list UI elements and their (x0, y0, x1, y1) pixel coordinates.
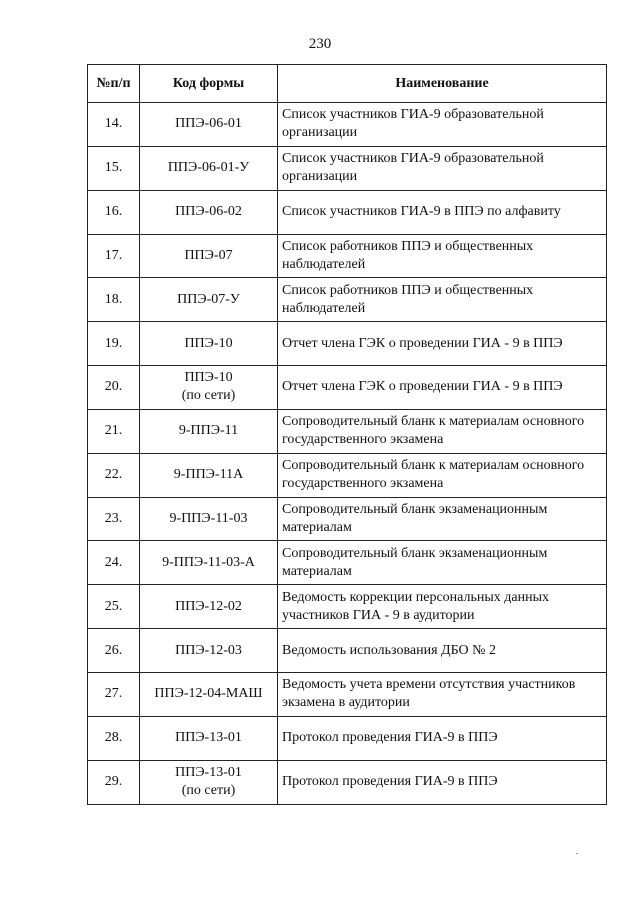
row-number: 24. (88, 541, 140, 585)
table-row (88, 585, 607, 629)
row-number: 25. (88, 585, 140, 629)
form-code-cell (140, 103, 278, 147)
form-code-cell (140, 278, 278, 322)
form-name: Ведомость коррекции персональных данных участников ГИА - 9 в аудитории (278, 585, 607, 629)
form-name: Сопроводительный бланк к материалам основного государственного экзамена (278, 453, 607, 497)
table-row (88, 409, 607, 453)
form-code-cell (140, 716, 278, 760)
form-code: 9-ППЭ-11 (178, 423, 239, 439)
row-number: 27. (88, 672, 140, 716)
row-number: 22. (88, 453, 140, 497)
form-code: ППЭ-06-01-У (167, 160, 250, 176)
form-code: 9-ППЭ-11-03-А (162, 554, 255, 570)
form-code: 9-ППЭ-11А (173, 467, 244, 483)
table-row (88, 672, 607, 716)
row-number: 29. (88, 760, 140, 804)
form-code-cell (140, 760, 278, 804)
forms-table (87, 64, 607, 805)
form-name: Отчет члена ГЭК о проведении ГИА - 9 в ППЭ (278, 322, 607, 366)
form-name: Список участников ГИА-9 образовательной организации (278, 103, 607, 147)
row-number: 19. (88, 322, 140, 366)
form-code: ППЭ-12-02 (175, 598, 242, 614)
row-number: 18. (88, 278, 140, 322)
form-code: 9-ППЭ-11-03 (169, 511, 248, 527)
table-row (88, 234, 607, 278)
form-code: ППЭ-13-01 (175, 765, 242, 781)
form-code-cell (140, 366, 278, 410)
form-name: Протокол проведения ГИА-9 в ППЭ (278, 716, 607, 760)
column-header-code: Код формы (140, 65, 278, 103)
table-row (88, 146, 607, 190)
row-number: 15. (88, 146, 140, 190)
table-row (88, 278, 607, 322)
column-header-name: Наименование (278, 65, 607, 103)
table-row (88, 716, 607, 760)
table-row (88, 760, 607, 804)
form-name: Ведомость учета времени отсутствия участников экзамена в аудитории (278, 672, 607, 716)
form-name: Список участников ГИА-9 образовательной организации (278, 146, 607, 190)
form-code-note: (по сети) (181, 783, 236, 799)
form-code-cell (140, 541, 278, 585)
form-code-cell (140, 322, 278, 366)
row-number: 14. (88, 103, 140, 147)
form-name: Список работников ППЭ и общественных наблюдателей (278, 278, 607, 322)
form-code: ППЭ-13-01 (175, 730, 242, 746)
table-row (88, 541, 607, 585)
form-name: Список работников ППЭ и общественных наблюдателей (278, 234, 607, 278)
column-header-number: №п/п (88, 65, 140, 103)
table-row (88, 190, 607, 234)
row-number: 23. (88, 497, 140, 541)
row-number: 17. (88, 234, 140, 278)
form-code-cell (140, 497, 278, 541)
form-name: Протокол проведения ГИА-9 в ППЭ (278, 760, 607, 804)
row-number: 28. (88, 716, 140, 760)
table-row (88, 453, 607, 497)
form-code-cell (140, 146, 278, 190)
row-number: 21. (88, 409, 140, 453)
scan-speck (576, 853, 578, 854)
table-row (88, 629, 607, 673)
form-name: Отчет члена ГЭК о проведении ГИА - 9 в ППЭ (278, 366, 607, 410)
form-name: Ведомость использования ДБО № 2 (278, 629, 607, 673)
table-row (88, 497, 607, 541)
form-code: ППЭ-12-03 (175, 642, 242, 658)
row-number: 20. (88, 366, 140, 410)
form-code: ППЭ-07-У (177, 291, 240, 307)
form-code: ППЭ-06-01 (175, 116, 242, 132)
form-code-cell (140, 453, 278, 497)
form-code-cell (140, 629, 278, 673)
form-code-note: (по сети) (181, 388, 236, 404)
form-code: ППЭ-06-02 (175, 204, 242, 220)
form-code: ППЭ-10 (184, 335, 233, 351)
form-name: Сопроводительный бланк экзаменационным материалам (278, 497, 607, 541)
table-header-row (88, 65, 607, 103)
form-code-cell (140, 190, 278, 234)
form-code-cell (140, 234, 278, 278)
form-name: Список участников ГИА-9 в ППЭ по алфавиту (278, 190, 607, 234)
table-row (88, 322, 607, 366)
form-code: ППЭ-07 (184, 247, 233, 263)
form-code-cell (140, 585, 278, 629)
form-code: ППЭ-10 (184, 370, 233, 386)
form-code-cell (140, 409, 278, 453)
row-number: 26. (88, 629, 140, 673)
table-row (88, 103, 607, 147)
form-name: Сопроводительный бланк экзаменационным материалам (278, 541, 607, 585)
table-row (88, 366, 607, 410)
form-code: ППЭ-12-04-МАШ (154, 686, 263, 702)
page-number: 230 (308, 36, 332, 52)
form-code-cell (140, 672, 278, 716)
form-name: Сопроводительный бланк к материалам основного государственного экзамена (278, 409, 607, 453)
row-number: 16. (88, 190, 140, 234)
